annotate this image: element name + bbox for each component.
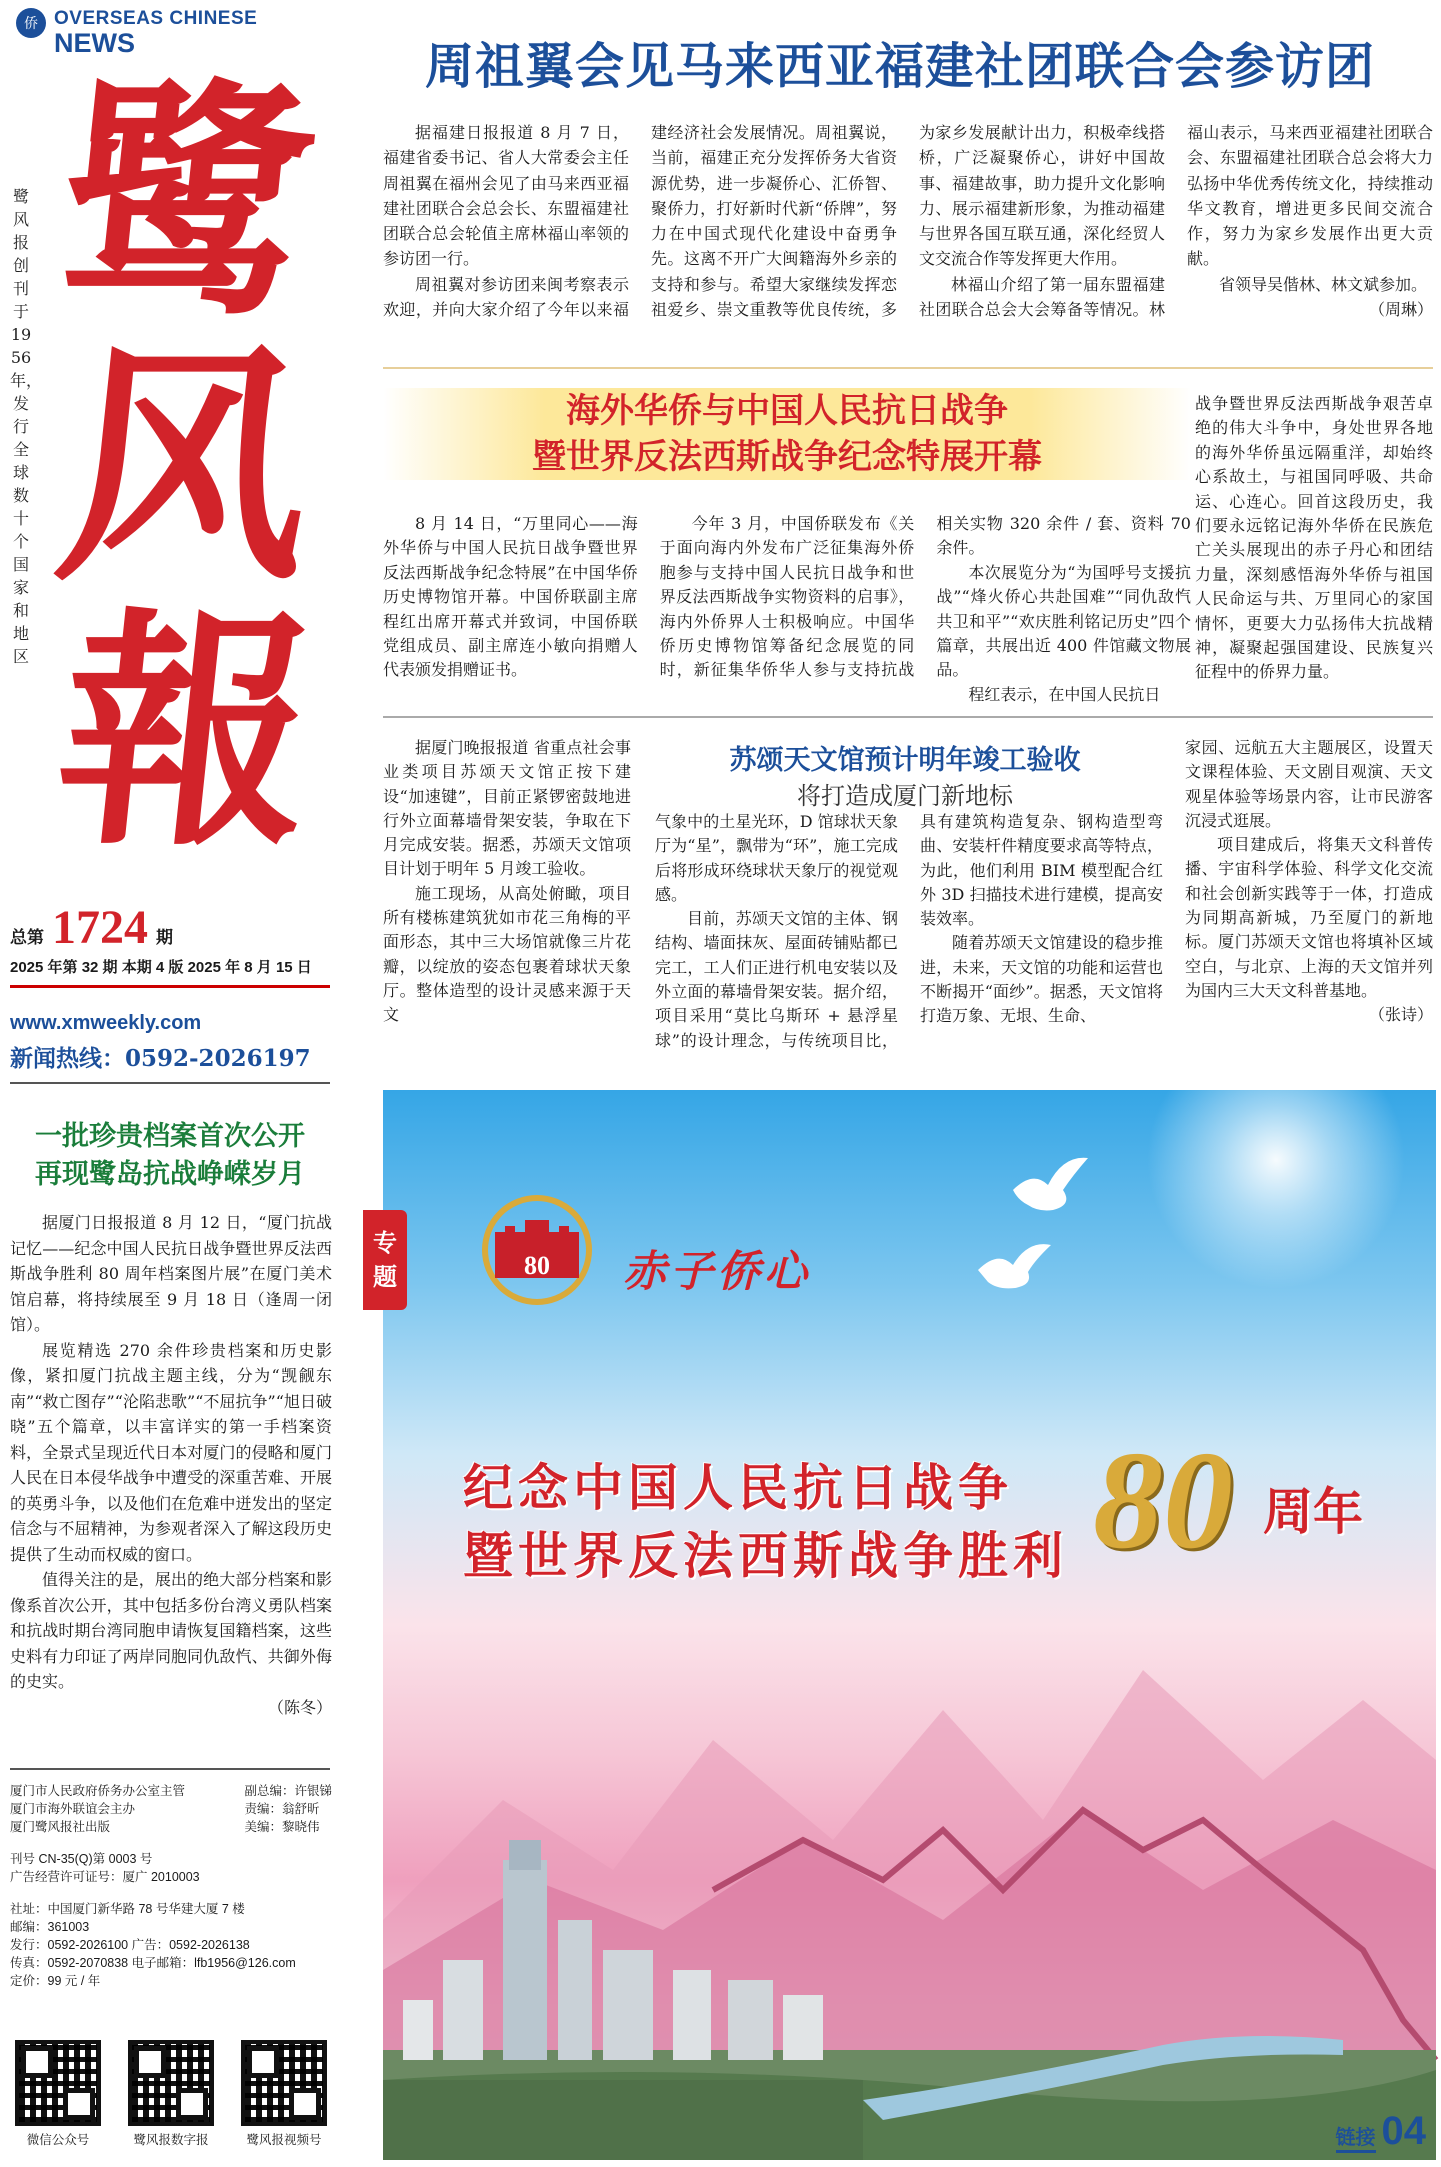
paragraph: 据厦门日报报道 8 月 12 日，“厦门抗战记忆——纪念中国人民抗日战争暨世界反法西斯战争胜利 80 周年档案图片展”在厦门美术馆启幕，将持续展至 9 月 18 日（逢周一闭馆）。 xyxy=(10,1213,332,1334)
paragraph: 据福建日报报道 8 月 7 日，福建省委书记、省人大常委会主任周祖翼在福州会见了由马来西亚福建社团联合会总会长、东盟福建社团联合总会轮值主席林福山率领的参访团一行。 xyxy=(383,123,629,269)
masthead-english-line1: OVERSEAS CHINESE xyxy=(54,8,258,29)
paragraph: 项目建成后，将集天文科普传播、宇宙科学体验、科学文化交流和社会创新实践等于一体，打造成为同期高新城，乃至厦门的新地标。厦门苏颂天文馆也将填补区域空白，与北京、上海的天文馆并列为国内三大天文科普基地。 xyxy=(1185,835,1433,1000)
imprint-line: 厦门市人民政府侨务办公室主管 xyxy=(10,1784,186,1798)
dove-icon xyxy=(1003,1150,1093,1220)
qr-code-icon xyxy=(128,2040,214,2126)
story3-headline[interactable]: 苏颂天文馆预计明年竣工验收 xyxy=(729,745,1081,776)
left-story-headline[interactable] xyxy=(10,1118,330,1194)
qr-code-icon xyxy=(15,2040,101,2126)
issue-total-label: 总第 xyxy=(10,928,44,948)
imprint-publishers xyxy=(10,1782,185,1836)
sunlight-glow xyxy=(1146,1030,1406,1290)
story3-middle-columns xyxy=(655,810,1163,1075)
qr-wechat[interactable] xyxy=(10,2040,106,2148)
imprint-line: 定价：99 元 / 年 xyxy=(10,1974,101,1988)
byline: （陈冬） xyxy=(267,1697,332,1717)
qr-label: 微信公众号 xyxy=(26,2133,90,2147)
imprint-line: 厦门鹭风报社出版 xyxy=(10,1820,111,1834)
paragraph: 今年 3 月，中国侨联发布《关于面向海内外发布广泛征集海外侨胞参与支持中国人民抗日战争和世界反法西斯战争实物资料的启事》，海内外侨界人士积极响应。中国华侨历史博物馆筹备纪念展览的同时，新征集华侨华人参与支持抗战相关实物 320 余件 / 套、资料 70 余件。 xyxy=(659,514,1191,680)
banner-title-line1: 纪念中国人民抗日战争 xyxy=(463,1458,1013,1517)
imprint-line: 发行：0592-2026100 广告：0592-2026138 xyxy=(10,1938,250,1952)
imprint-license xyxy=(10,1850,332,1886)
paragraph: 气象中的土星光环，D 馆球状天象厅为“星”，飘带为“环”，施工完成后将形成环绕球状天象厅的视觉观感。 xyxy=(655,812,898,904)
imprint-line: 刊号 CN-35(Q)第 0003 号 xyxy=(10,1852,153,1866)
imprint-editors xyxy=(244,1782,332,1836)
masthead-english-line2: NEWS xyxy=(54,28,135,58)
imprint-line: 责编：翁舒昕 xyxy=(244,1802,320,1816)
story2-headline-line1: 海外华侨与中国人民抗日战争 xyxy=(383,388,1191,434)
issue-meta: 2025 年第 32 期 本期 4 版 2025 年 8 月 15 日 xyxy=(10,956,330,988)
story3-column4 xyxy=(1185,736,1433,1028)
special-topic-tag: 专题 xyxy=(363,1210,407,1310)
qr-label: 鹭风报视频号 xyxy=(246,2133,322,2147)
imprint-line: 社址：中国厦门新华路 78 号华建大厦 7 楼 xyxy=(10,1902,245,1916)
qr-code-icon xyxy=(241,2040,327,2126)
paragraph: 值得关注的是，展出的绝大部分档案和影像系首次公开，其中包括多份台湾义勇队档案和抗战时期台湾同胞申请恢复国籍档案，这些史料有力印证了两岸同胞同仇敌忾、共御外侮的史实。 xyxy=(10,1570,332,1691)
website-link[interactable]: www.xmweekly.com xyxy=(10,1012,202,1034)
emblem-number: 80 xyxy=(524,1251,550,1280)
imprint-contact xyxy=(10,1900,332,1990)
paragraph: 林福山介绍了第一届东盟福建社团联合总会大会筹备等情况。林福山表示，马来西亚福建社团联合会、东盟福建社团联合总会将大力弘扬中华优秀传统文化，持续推动华文教育，增进更多民间交流合作，努力为家乡发展作出更大贡献。 xyxy=(919,123,1433,320)
story3-subhead: 将打造成厦门新地标 xyxy=(797,782,1013,810)
page-link-label: 链接 xyxy=(1336,2121,1376,2153)
divider xyxy=(10,1768,330,1770)
paragraph: 目前，苏颂天文馆的主体、钢结构、墙面抹灰、屋面砖铺贴都已完工，工人们正进行机电安装以及外立面的幕墙骨架安装。据介绍，项目采用“莫比乌斯环 + 悬浮星球”的设计理念，与传统项目比，具有建筑构造复杂、钢构造型弯曲、安装杆件精度要求高等特点，为此，他们利用 BIM 模型配合红外 3D 扫描技术进行建模，提高安装效率。 xyxy=(655,812,1163,1050)
imprint-line: 传真：0592-2070838 电子邮箱：lfb1956@126.com xyxy=(10,1956,296,1970)
byline: （周琳） xyxy=(1368,300,1433,320)
divider xyxy=(10,1082,330,1084)
byline: （张诗） xyxy=(1368,1005,1433,1025)
xiamen-cityscape-illustration xyxy=(383,1830,1436,2160)
paragraph: 本次展览分为“为国呼号支援抗战”“烽火侨心共赴国难”“同仇敌忾共卫和平”“欢庆胜利铭记历史”四个篇章，共展出近 400 件馆藏文物展品。 xyxy=(936,562,1191,680)
issue-suffix: 期 xyxy=(156,928,173,948)
newspaper-logo-icon: 侨 xyxy=(16,8,46,38)
story2-continuation: 战争暨世界反法西斯战争艰苦卓绝的伟大斗争中，身处世界各地的海外华侨虽远隔重洋，却始终心系故土，与祖国同呼吸、共命运、心连心。回首这段历史，我们要永远铭记海外华侨在民族危亡关头展现出的赤子丹心和团结力量，深刻感悟海外华侨与祖国人民命运与共、万里同心的家国情怀，更要大力弘扬伟大抗战精神，凝聚起强国建设、民族复兴征程中的侨界力量。 xyxy=(1195,394,1433,682)
anniversary-number: 80 xyxy=(1093,1423,1233,1578)
left-column xyxy=(0,0,335,2167)
story2-headline[interactable] xyxy=(383,388,1191,506)
commemorative-banner xyxy=(373,1090,1436,2160)
paragraph: 展览精选 270 余件珍贵档案和历史影像，紧扣厦门抗战主题主线，分为“觊觎东南”“救亡图存”“沦陷悲歌”“不屈抗争”“旭日破晓”五个篇章，以丰富详实的第一手档案资料，全景式呈现近代日本对厦门的侵略和厦门人民在日本侵华战争中遭受的深重苦难、开展的英勇斗争，以及他们在危难中迸发出的坚定信念与不屈精神，为参观者深入了解这段历史提供了生动而权威的窗口。 xyxy=(10,1340,332,1564)
page-marker xyxy=(1336,2109,1427,2154)
story1-body xyxy=(383,120,1433,360)
left-story-body xyxy=(10,1210,332,1720)
divider xyxy=(383,367,1433,369)
paragraph: 据厦门晚报报道 省重点社会事业类项目苏颂天文馆正按下建设“加速键”，目前正紧锣密鼓地进行外立面幕墙骨架安装，争取在下月完成安装。据悉，苏颂天文馆项目计划于明年 5 月竣工验收。 xyxy=(383,738,631,879)
story1-headline[interactable]: 周祖翼会见马来西亚福建社团联合会参访团 xyxy=(424,37,1375,95)
imprint xyxy=(10,1782,332,1990)
paragraph: 随着苏颂天文馆建设的稳步推进，未来，天文馆的功能和运营也不断揭开“面纱”。据悉，天文馆将打造万象、无垠、生命、 xyxy=(920,933,1163,1026)
banner-title-line2: 暨世界反法西斯战争胜利 xyxy=(463,1526,1068,1585)
paragraph: 8 月 14 日，“万里同心——海外华侨与中国人民抗日战争暨世界反法西斯战争纪念特展”在中国华侨历史博物馆开幕。中国侨联副主席程红出席开幕式并致词，中国侨联党组成员、副主席连小敏向捐赠人代表颁发捐赠证书。 xyxy=(383,514,638,680)
dove-icon xyxy=(973,1240,1053,1295)
left-story-headline-line1: 一批珍贵档案首次公开 xyxy=(35,1121,305,1152)
imprint-line: 广告经营许可证号：厦广 2010003 xyxy=(10,1870,200,1884)
imprint-line: 邮编：361003 xyxy=(10,1920,90,1934)
qr-digital[interactable] xyxy=(123,2040,219,2148)
anniversary-suffix: 周年 xyxy=(1263,1482,1363,1541)
founding-note: 鹭风报创刊于1956年，发行全球数十个国家和地区 xyxy=(10,187,43,666)
masthead-title xyxy=(45,55,327,879)
divider xyxy=(383,716,1433,718)
masthead-char-2: 风 xyxy=(45,320,327,614)
story3-column1 xyxy=(383,736,631,1028)
masthead-char-1: 鹭 xyxy=(45,55,327,349)
page-number: 04 xyxy=(1381,2109,1426,2153)
80th-anniversary-emblem xyxy=(473,1190,601,1310)
paragraph: 施工现场，从高处俯瞰，项目所有楼栋建筑犹如市花三角梅的平面形态，其中三大场馆就像三片花瓣，以绽放的姿态包裹着球状天象厅。整体造型的设计灵感来源于天文 xyxy=(383,883,631,1025)
imprint-line: 美编：黎晓伟 xyxy=(244,1820,320,1834)
imprint-line: 副总编：许银锑 xyxy=(244,1784,332,1798)
qr-codes xyxy=(10,2040,332,2148)
qr-video[interactable] xyxy=(236,2040,332,2148)
issue-number-value: 1724 xyxy=(52,901,148,954)
paragraph: 省领导吴偕林、林文斌参加。 xyxy=(1219,274,1428,294)
issue-number xyxy=(10,900,330,955)
left-story-headline-line2: 再现鹭岛抗战峥嵘岁月 xyxy=(35,1159,305,1190)
imprint-line: 厦门市海外联谊会主办 xyxy=(10,1802,136,1816)
paragraph: 家园、远航五大主题展区，设置天文课程体验、天文剧目观演、天文观星体验等场景内容，让市民游客沉浸式逛展。 xyxy=(1185,738,1433,830)
story2-headline-line2: 暨世界反法西斯战争纪念特展开幕 xyxy=(383,434,1191,480)
news-hotline: 新闻热线：0592-2026197 xyxy=(10,1045,311,1072)
paragraph: 程红表示，在中国人民抗日 xyxy=(968,684,1161,704)
qr-label: 鹭风报数字报 xyxy=(133,2133,209,2147)
paragraph: 周祖翼对参访团来闽考察表示欢迎，并向大家介绍了今年以来福建经济社会发展情况。周祖翼说，当前，福建正充分发挥侨务大省资源优势，进一步凝侨心、汇侨智、聚侨力，打好新时代新“侨牌”，努力在中国式现代化建设中奋勇争先。这离不开广大闽籍海外乡亲的支持和参与。希望大家继续发挥恋祖爱乡、崇文重教等优良传统，多为家乡发展献计出力，积极牵线搭桥，广泛凝聚侨心，讲好中国故事、福建故事，助力提升文化影响力、展示福建新形象，为推动福建与世界各国互联互通，深化经贸人文交流合作等发挥更大作用。 xyxy=(383,123,1165,320)
masthead-char-3: 報 xyxy=(45,585,327,879)
banner-slogan: 赤子侨心 xyxy=(623,1247,811,1297)
story2-body xyxy=(383,512,1191,712)
